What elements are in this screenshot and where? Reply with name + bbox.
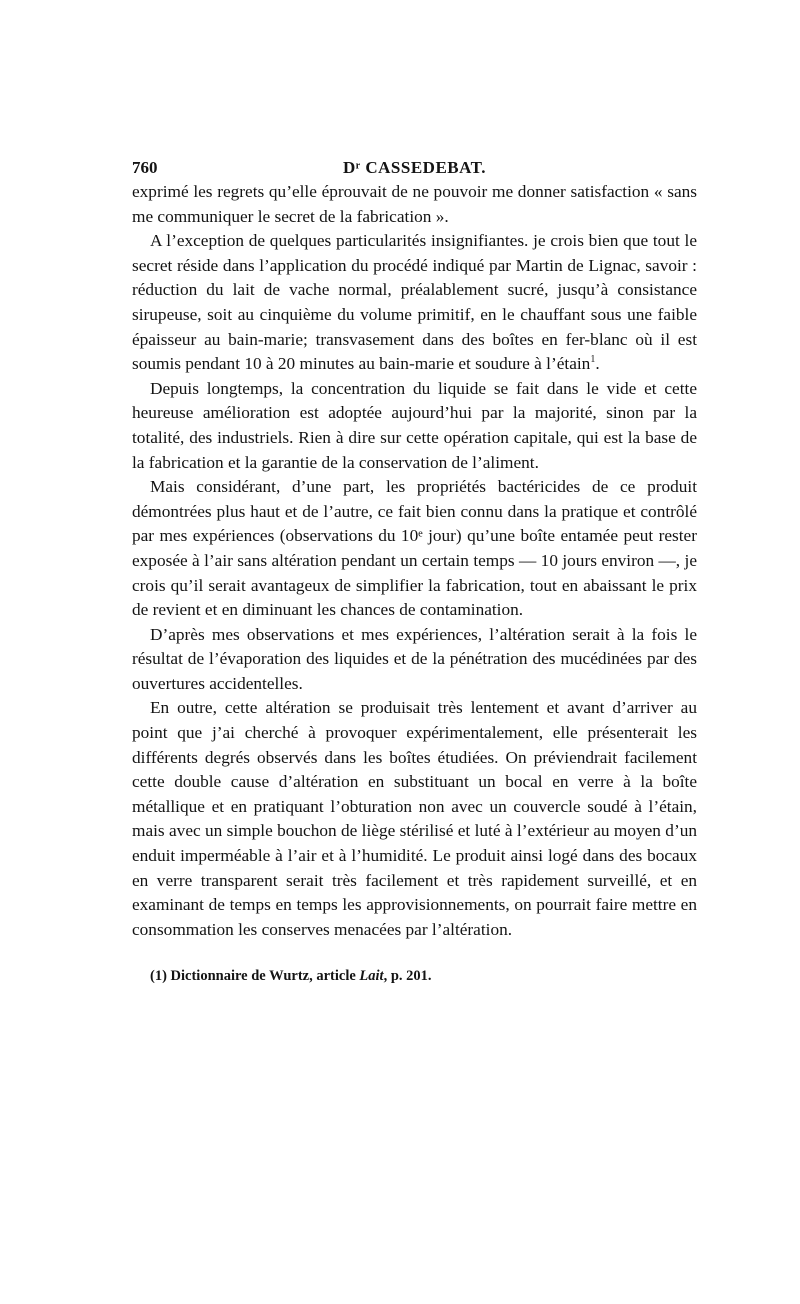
paragraph-text: Depuis longtemps, la concentration du liquide se fait dans le vide et cette heureuse amélioration est adoptée aujourd’hui par la majorité, sinon par la totalité, des industriels. Rien à dire sur cette opération capitale, qui est la base de la fabrication et la garantie de la conservation de l’aliment. [132,378,697,472]
footnote-marker: (1) [150,968,167,985]
running-title: Dʳ CASSEDEBAT. [343,158,486,177]
paragraph [132,377,697,475]
page-header [132,150,697,180]
paragraph [132,475,697,623]
paragraph [132,180,697,229]
paragraph-text: En outre, cette altération se produisait très lentement et avant d’arriver au point que j’ai cherché à provoquer expérimentalement, elle présenterait les différents degrés observés dans les boîtes étudiées. On préviendrait facilement cette double cause d’altération en substituant un bocal en verre à la boîte métallique et en pratiquant l’obturation non avec un couvercle soudé à l’étain, mais avec un simple bouchon de liège stérilisé et luté à l’extérieur au moyen d’un enduit imperméable à l’air et à l’humidité. Le produit ainsi logé dans des bocaux en verre transparent serait très facilement et très rapidement surveillé, et en examinant de temps en temps les approvisionnements, on pourrait faire mettre en consommation les conserves menacées par l’altération. [132,698,697,939]
paragraph [132,229,697,377]
footnote [150,966,697,986]
footnote-reference: 1 [590,354,596,366]
paragraph-text: Mais considérant, d’une part, les propriétés bactéricides de ce produit démontrées plus haut et de l’autre, ce fait bien connu dans la pratique et contrôlé par mes expériences (observations du 10ᵉ jour) qu’une boîte entamée peut rester exposée à l’air sans altération pendant un certain temps — 10 jours environ —, je crois qu’il serait avantageux de simplifier la fabrication, tout en abaissant le prix de revient et en diminuant les chances de contamination. [132,477,697,620]
page-number: 760 [132,158,158,177]
footnote-text: Dictionnaire de Wurtz, article [166,968,360,985]
paragraph-text: exprimé les regrets qu’elle éprouvait de ne pouvoir me donner satisfaction « sans me communiquer le secret de la fabrication ». [132,182,697,226]
paragraph-text: A l’exception de quelques particularités insignifiantes. je crois bien que tout le secret réside dans l’application du procédé indiqué par Martin de Lignac, savoir : réduction du lait de vache normal, préalablement sucré, jusqu’à consistance sirupeuse, soit au cinquième du volume primitif, en le chauffant sous une faible épaisseur au bain-marie; transvasement dans des boîtes en fer-blanc où il est soumis pendant 10 à 20 minutes au bain-marie et soudure à l’étain [132,231,697,374]
body-text [132,180,697,942]
paragraph-end: . [595,354,600,374]
paragraph-text: D’après mes observations et mes expériences, l’altération serait à la fois le résultat de l’évaporation des liquides et de la pénétration des mucédinées par des ouvertures accidentelles. [132,624,697,693]
footnote-page-ref: , p. 201. [383,968,432,985]
footnote-cited-title: Lait [359,968,384,985]
document-page [132,150,697,986]
paragraph [132,623,697,697]
paragraph [132,696,697,942]
